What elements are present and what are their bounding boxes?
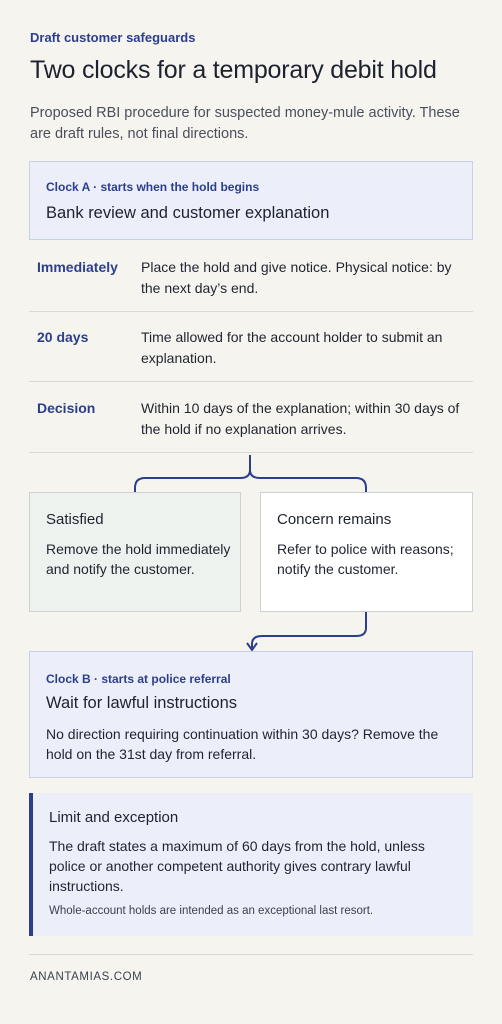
page-title: Two clocks for a temporary debit hold [30,56,437,84]
eyebrow-label: Draft customer safeguards [30,30,196,45]
timeline-key: Decision [37,400,96,416]
outcome-text: Refer to police with reasons; notify the customer. [277,541,454,577]
timeline-text: Place the hold and give notice. Physical notice: by the next day’s end. [141,259,452,296]
outcome-title: Satisfied [46,511,104,528]
limit-callout [29,793,473,936]
outcome-satisfied-card [29,492,241,612]
clock-a-label: Clock A · starts when the hold begins [46,180,260,194]
limit-note: Whole-account holds are intended as an exceptional last resort. [49,905,374,917]
decision-split-brace [135,455,366,492]
limit-title: Limit and exception [49,809,179,826]
timeline-key: Immediately [37,259,118,275]
clock-b-panel [29,651,473,778]
clock-b-label: Clock B · starts at police referral [46,672,231,686]
timeline-text: Within 10 days of the explanation; within 30 days of the hold if no explanation arrives. [141,400,460,437]
clock-a-heading: Bank review and customer explanation [46,204,330,222]
clock-b-text: No direction requiring continuation within 30 days? Remove the hold on the 31st day from referral. [46,726,439,762]
timeline-key: 20 days [37,329,89,345]
outcome-text: Remove the hold immediately and notify the customer. [46,541,231,577]
footer-divider [29,954,473,955]
referral-arrow-line [252,612,366,648]
outcome-title: Concern remains [277,511,392,528]
timeline-text: Time allowed for the account holder to submit an explanation. [141,329,443,366]
clock-b-heading: Wait for lawful instructions [46,694,238,712]
outcome-concern-card [260,492,473,612]
page-subtitle: Proposed RBI procedure for suspected money-mule activity. These are draft rules, not final directions. [30,105,460,142]
footer-source: ANANTAMIAS.COM [30,971,143,983]
limit-text: The draft states a maximum of 60 days from the hold, unless police or another competent authority gives contrary lawful instructions. [49,838,425,894]
